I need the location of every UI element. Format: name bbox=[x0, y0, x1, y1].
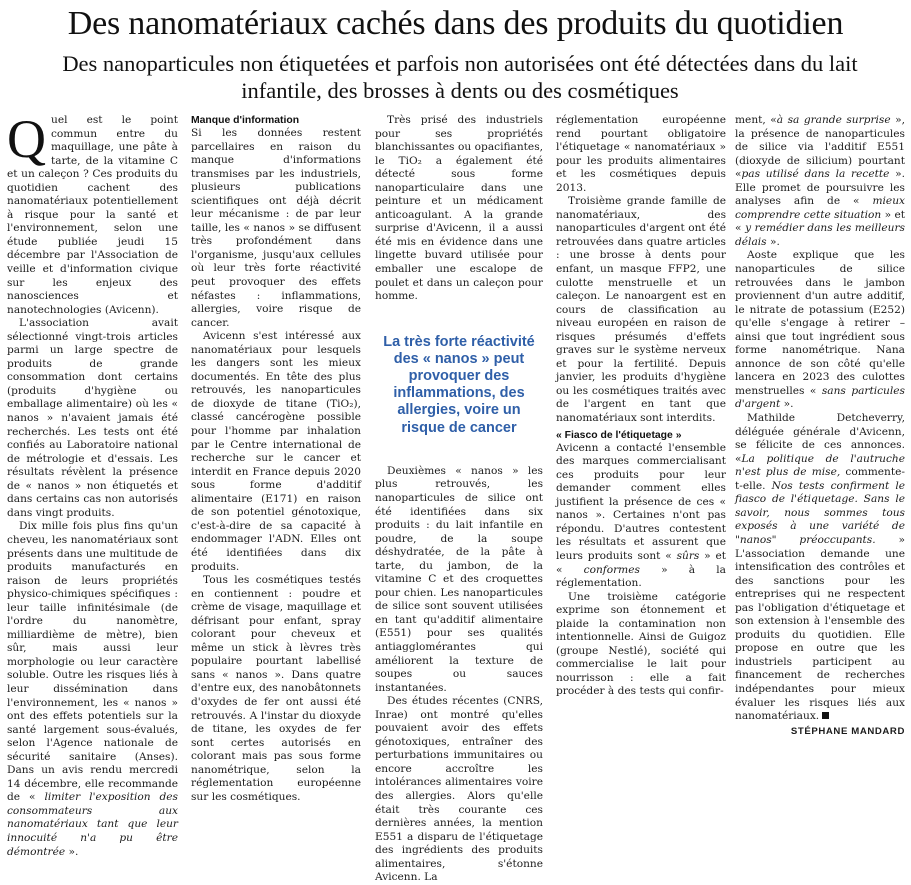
text: Aoste explique que les nanoparticules de silice retrouvées dans le jambon proviennent d'un autre additif, le nitrate de potassium (E252) qu'elle s'engage à retirer – ainsi que tout ingrédient sous forme nanométrique. Nana annonce de son côté qu'elle lancera en 2023 des culottes menstruelles « bbox=[735, 249, 905, 397]
paragraph bbox=[735, 249, 905, 412]
text: », la présence de nanoparticules de silice via l'additif E551 (dioxyde de silicium) pourtant « bbox=[735, 114, 905, 181]
text: ». bbox=[769, 235, 780, 248]
paragraph: Une troisième catégorie exprime son étonnement et plaide la contamination non intentionnelle. Ainsi de Guigoz (groupe Nestlé), société qui commercialise le lait pour nourrisson : elle a fait procéder à des tests qui confir- bbox=[556, 590, 726, 698]
paragraph: réglementation européenne rend pourtant obligatoire l'étiquetage « nanomatériaux » pour les produits alimentaires et les cosmétiques depuis 2013. bbox=[556, 114, 726, 194]
column-5 bbox=[735, 114, 905, 748]
paragraph: Si les données restent parcellaires en raison du manque d'informations transmises par les industriels, plusieurs publications scientifiques ont déjà décrit leur mécanisme : de par leur taille, les « nanos » se diffusent très profondément dans l'organisme, jusqu'aux cellules où leur très forte réactivité peut provoquer des effets néfastes : inflammations, allergies, voire risque de cancer. bbox=[191, 127, 361, 329]
paragraph bbox=[556, 442, 726, 591]
subheadline: Des nanoparticules non étiquetées et parfois non autorisées ont été détectées dans du lait infantile, des brosses à dents ou des cosmétiques bbox=[62, 51, 858, 103]
paragraph bbox=[735, 412, 905, 724]
paragraph: Avicenn s'est intéressé aux nanomatériaux pour lesquels les dangers sont les mieux documentés. En tête des plus retrouvés, les nanoparticules de dioxyde de titane (TiO₂), classé cancérogène possible pour l'homme par inhalation par le Centre international de recherche sur le cancer et interdit en France depuis 2020 sous forme d'additif alimentaire (E171) en raison de son potentiel génotoxique, c'est-à-dire de sa capacité à endommager l'ADN. Elles ont été identifiées dans dix produits. bbox=[191, 330, 361, 573]
paragraph: Des études récentes (CNRS, Inrae) ont montré qu'elles pouvaient avoir des effets génotoxiques, entraîner des perturbations immunitaires ou encore accroître les intolérances alimentaires voire des allergies. Alors qu'elle était très courante ces dernières années, la mention E551 a disparu de l'étiquetage des ingrédients des produits alimentaires, s'étonne Avicenn. La bbox=[375, 695, 543, 884]
quote: sans particules d'argent bbox=[735, 384, 905, 411]
paragraph: Deuxièmes « nanos » les plus retrouvés, les nanoparticules de silice ont été identifiées dans six produits : du lait infantile en poudre, de la soupe déshydratée, de la pâte à tarte, du jambon, de la vitamine C et des croquettes pour chien. Les nanoparticules de silice sont souvent utilisées en tant qu'additif alimentaire (E551) pour ses qualités antiagglomérantes qui améliorent la texture de soupes ou sauces instantanées. bbox=[375, 464, 543, 694]
headline: Des nanomatériaux cachés dans des produits du quotidien bbox=[67, 5, 844, 42]
quote: conformes bbox=[583, 563, 640, 576]
text: ». bbox=[68, 845, 79, 858]
quote: La politique de l'autruche n'est plus de mise, bbox=[735, 452, 905, 479]
text: Mathilde Detcheverry, déléguée générale d'Avicenn, se félicite de ces annonces. « bbox=[735, 412, 905, 465]
byline: STÉPHANE MANDARD bbox=[790, 725, 905, 737]
quote: limiter l'exposition des consommateurs aux nanomatériaux tant que leur innocuité n'a pu être démontrée bbox=[7, 791, 178, 858]
paragraph bbox=[7, 520, 178, 859]
column-1 bbox=[7, 109, 178, 858]
column-3 bbox=[375, 114, 543, 884]
paragraph: Troisième grande famille de nanomatériaux, des nanoparticules d'argent ont été retrouvées dans quatre articles : une brosse à dents pour enfant, un masque FFP2, une culotte menstruelle et un caleçon. Le nanoargent est en cours de classification au niveau européen en raison de risques présumés d'effets graves sur le système nerveux et pour la fertilité. Depuis janvier, les produits d'hygiène ou les cosmétiques traités avec de l'argent en tant que nanomatériaux sont interdits. bbox=[556, 195, 726, 425]
quote: à sa grande surprise bbox=[776, 114, 891, 126]
quote: Nos tests confirment le fiasco de l'étiquetage. Sans le savoir, nous sommes tous exposés à une variété de "nanos" préoccupants. bbox=[735, 479, 905, 546]
text: Dix mille fois plus fins qu'un cheveu, les nanomatériaux sont présents dans une multitude de produits manufacturés en raison de leurs propriétés physico-chimiques spécifiques : leur taille infinitésimale (de l'ordre du nanomètre, milliardième de mètre), bien sûr, mais aussi leur morphologie ou leur caractère soluble. Outre les risques liés à leur dissémination dans l'environnement, les « nanos » ont des effets potentiels sur la santé largement sous-évalués, selon l'Agence nationale de sécurité sanitaire (Anses). Dans un avis rendu mercredi 14 décembre, elle recommande de « bbox=[7, 520, 178, 804]
drop-cap: Q bbox=[7, 109, 46, 169]
text: ment, « bbox=[735, 114, 777, 126]
text: ». bbox=[783, 398, 794, 411]
paragraph bbox=[735, 114, 905, 249]
section-heading: Manque d'information bbox=[191, 115, 300, 126]
text: » L'association demande une intensification des contrôles et des sanctions pour les entreprises qui ne respectent pas l'obligation d'étiquetage et son extension à l'ensemble des produits du quotidien. Elle propose en outre que les industriels participent au financement de recherches indépendantes pour mieux évaluer les risques liés aux nanomatériaux. bbox=[735, 533, 905, 723]
quote: y remédier dans les meilleurs délais bbox=[735, 222, 905, 248]
paragraph: Très prisé des industriels pour ses propriétés blanchissantes ou opacifiantes, le TiO₂ a également été détecté sous forme nanoparticulaire dans une peinture et un médicament anticoagulant. A la grande surprise d'Avicenn, il a aussi été mis en évidence dans une lingette buvard utilisée pour emballer une escalope de poulet et dans un caleçon pour homme. bbox=[375, 114, 543, 303]
lead-text: uel est le point commun entre du maquillage, une pâte à tarte, de la vitamine C et un caleçon ? Ces produits du quotidien cachent des nanomatériaux potentiellement à risque pour la santé et l'environnement, selon une étude publiée jeudi 15 décembre par l'Association de veille et d'information civique sur les enjeux des nanosciences et nanotechnologies (Avicenn). bbox=[7, 114, 178, 316]
paragraph: Tous les cosmétiques testés en contiennent : poudre et crème de visage, maquillage et défrisant pour enfant, spray colorant pour cheveux et même un stick à lèvres très populaire pourtant labellisé sans « nanos ». Dans quatre d'entre eux, des nanobâtonnets d'oxydes de fer ont aussi été retrouvés. A l'instar du dioxyde de titane, les oxydes de fer sont certes autorisés en colorant mais pas sous forme nanométrique, selon la réglementation européenne sur les cosmétiques. bbox=[191, 574, 361, 803]
text: ». Elle promet de poursuivre les analyses afin de « bbox=[735, 168, 905, 208]
text: » à la réglementation. bbox=[556, 563, 726, 590]
end-mark-icon bbox=[822, 712, 829, 719]
text: » et « bbox=[556, 549, 726, 576]
quote: sûrs bbox=[676, 549, 700, 562]
text: Avicenn a contacté l'ensemble des marques commercialisant ces produits pour leur demander comment elles justifient la présence de ces « nanos ». Certaines n'ont pas répondu. D'autres contestent les résultats et assurent que leurs produits sont « bbox=[556, 441, 726, 562]
column-2 bbox=[191, 114, 361, 803]
paragraph: L'association avait sélectionné vingt-trois articles parmi un large spectre de produits de grande consommation dont certains (produits d'hygiène ou emballage alimentaire) où les « nanos » n'avaient jamais été recherchés. Les tests ont été confiés au Laboratoire national de métrologie et d'essais. Les résultats révèlent la présence de « nanos » non étiquetés et dans certains cas non autorisés dans vingt produits. bbox=[7, 317, 178, 519]
lead-paragraph bbox=[7, 109, 178, 317]
text: commente-t-elle. bbox=[735, 466, 905, 492]
quote: mieux comprendre cette situation bbox=[735, 195, 906, 221]
column-4 bbox=[556, 114, 726, 748]
section-heading: « Fiasco de l'étiquetage » bbox=[556, 429, 682, 441]
pull-quote: La très forte réactivité des « nanos » peut provoquer des inflammations, des allergies, voire un risque de cancer bbox=[383, 333, 535, 436]
text: » et « bbox=[735, 208, 905, 235]
quote: pas utilisé dans la recette bbox=[741, 168, 890, 181]
